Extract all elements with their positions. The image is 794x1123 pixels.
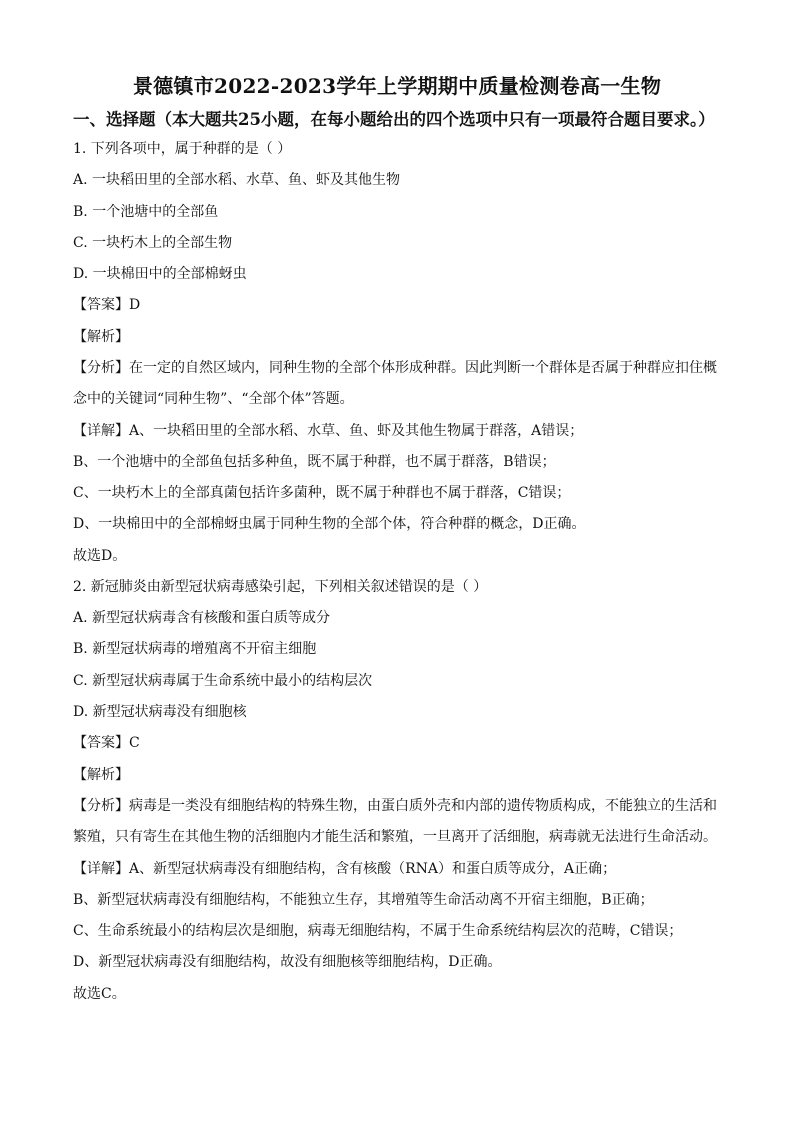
question-1-fenxi-cont: 念中的关键词“同种生物”、“全部个体”答题。 xyxy=(73,391,354,407)
xiangjie-text: A、一块稻田里的全部水稻、水草、鱼、虾及其他生物属于群落，A错误； xyxy=(129,423,584,439)
answer-label: 【答案】 xyxy=(73,297,129,313)
question-1-stem: 1. 下列各项中，属于种群的是（ ） xyxy=(73,141,292,157)
question-2-xiangjie xyxy=(73,860,616,878)
question-1-option-c: C. 一块朽木上的全部生物 xyxy=(73,235,233,251)
answer-value: C xyxy=(129,735,140,751)
question-2-option-a: A. 新型冠状病毒含有核酸和蛋白质等成分 xyxy=(73,610,331,626)
fenxi-text: 病毒是一类没有细胞结构的特殊生物，由蛋白质外壳和内部的遗传物质构成，不能独立的生活和 xyxy=(129,798,717,814)
fenxi-text: 在一定的自然区域内，同种生物的全部个体形成种群。因此判断一个群体是否属于种群应扣住概 xyxy=(129,360,717,376)
question-2-xiangjie-d: D、新型冠状病毒没有细胞结构，故没有细胞核等细胞结构，D正确。 xyxy=(73,954,502,970)
answer-value: D xyxy=(129,297,141,313)
fenxi-label: 【分析】 xyxy=(73,798,129,814)
question-2-option-d: D. 新型冠状病毒没有细胞核 xyxy=(73,704,247,720)
question-2-answer xyxy=(73,734,140,752)
question-1-xiangjie-d: D、一块棉田中的全部棉蚜虫属于同种生物的全部个体，符合种群的概念，D正确。 xyxy=(73,516,586,532)
question-2-fenxi-cont: 繁殖，只有寄生在其他生物的活细胞内才能生活和繁殖，一旦离开了活细胞，病毒就无法进行生命活动。 xyxy=(73,829,717,845)
question-1-conclusion: 故选D。 xyxy=(73,548,127,564)
question-1-xiangjie-c: C、一块朽木上的全部真菌包括许多菌种，既不属于种群也不属于群落，C错误； xyxy=(73,485,571,501)
question-2-option-c: C. 新型冠状病毒属于生命系统中最小的结构层次 xyxy=(73,673,373,689)
question-1-option-a: A. 一块稻田里的全部水稻、水草、鱼、虾及其他生物 xyxy=(73,172,401,188)
question-2-stem: 2. 新冠肺炎由新型冠状病毒感染引起，下列相关叙述错误的是（ ） xyxy=(73,579,488,595)
question-1-fenxi xyxy=(73,359,717,377)
section-heading: 一、选择题（本大题共25小题，在每小题给出的四个选项中只有一项最符合题目要求。） xyxy=(73,110,715,129)
question-1-option-b: B. 一个池塘中的全部鱼 xyxy=(73,204,219,220)
question-1-answer xyxy=(73,296,140,314)
answer-label: 【答案】 xyxy=(73,735,129,751)
question-2-xiangjie-b: B、新型冠状病毒没有细胞结构，不能独立生存，其增殖等生命活动离不开宿主细胞，B正确； xyxy=(73,892,654,908)
fenxi-label: 【分析】 xyxy=(73,360,129,376)
question-1-xiangjie-b: B、一个池塘中的全部鱼包括多种鱼，既不属于种群，也不属于群落，B错误； xyxy=(73,454,556,470)
question-2-analysis-label: 【解析】 xyxy=(73,767,129,783)
page-title: 景德镇市2022-2023学年上学期期中质量检测卷高一生物 xyxy=(132,74,662,98)
xiangjie-text: A、新型冠状病毒没有细胞结构，含有核酸（RNA）和蛋白质等成分，A正确； xyxy=(129,861,617,877)
question-2-fenxi xyxy=(73,797,717,815)
xiangjie-label: 【详解】 xyxy=(73,423,129,439)
question-1-option-d: D. 一块棉田中的全部棉蚜虫 xyxy=(73,266,247,282)
question-1-analysis-label: 【解析】 xyxy=(73,329,129,345)
question-2-option-b: B. 新型冠状病毒的增殖离不开宿主细胞 xyxy=(73,641,317,657)
question-2-xiangjie-c: C、生命系统最小的结构层次是细胞，病毒无细胞结构，不属于生命系统结构层次的范畴，C错误； xyxy=(73,923,683,939)
question-2-conclusion: 故选C。 xyxy=(73,986,126,1002)
xiangjie-label: 【详解】 xyxy=(73,861,129,877)
question-1-xiangjie xyxy=(73,422,583,440)
